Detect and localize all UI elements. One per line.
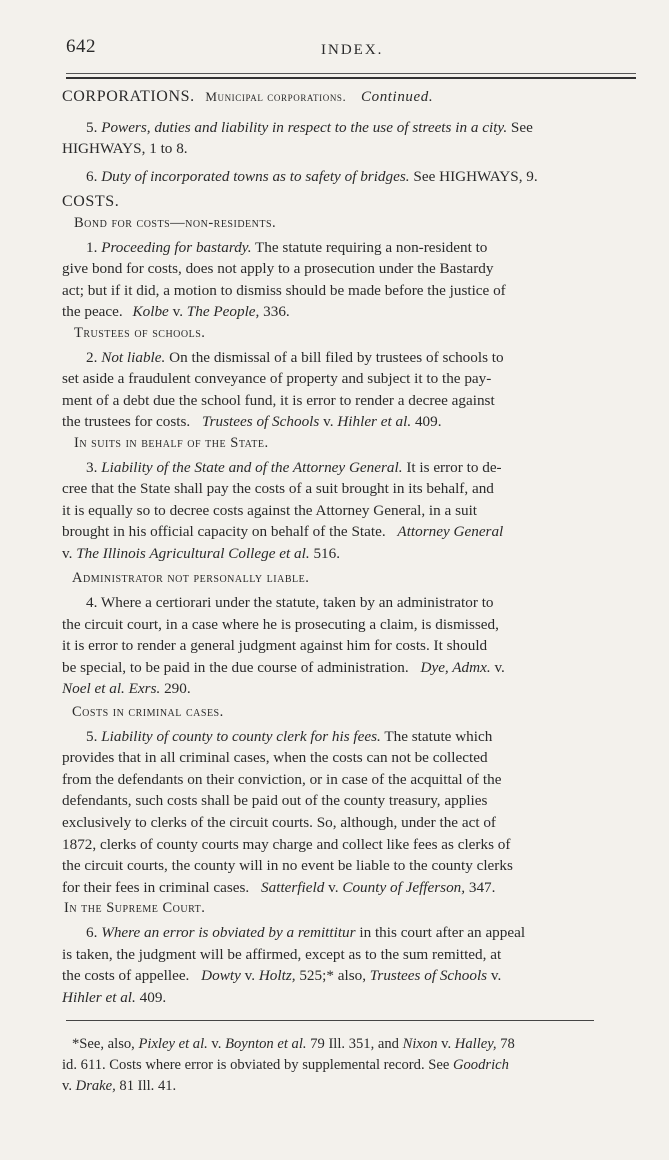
citation-party: Noel et al. Exrs.: [62, 680, 161, 698]
citation-page: 409.: [135, 988, 167, 1006]
citation-party: Nixon: [402, 1036, 438, 1052]
entry-line: give bond for costs, does not apply to a prosecution under the Bastardy: [62, 260, 494, 278]
citation-party: Goodrich: [452, 1057, 509, 1073]
header-rule: [66, 73, 636, 74]
footnote-line: [62, 1034, 622, 1055]
sub-heading: Trustees of schools.: [74, 324, 206, 341]
entry-last-line: [62, 987, 636, 1009]
entry-line: 1872, clerks of county courts may charge and collect like fees as clerks of: [62, 835, 511, 853]
citation-party: Dye, Admx.: [420, 658, 491, 676]
footnote-text: *See, also,: [72, 1036, 139, 1052]
citation-party: Dowty: [201, 967, 241, 985]
entry-text: brought in his official capacity on behalf of the State.: [62, 523, 386, 541]
citation-party: Trustees of Schools: [202, 413, 320, 431]
entry-first-line: [62, 347, 636, 369]
footnote-line: [62, 1055, 622, 1076]
entry-line: is taken, the judgment will be affirmed, except as to the sum remitted, at: [62, 945, 502, 963]
citation-party: The Illinois Agricultural College et al.: [76, 544, 310, 562]
heading-continued: Continued.: [360, 89, 434, 105]
entry-line: set aside a fraudulent conveyance of property and subject it to the pay-: [62, 370, 492, 388]
page-number: 642: [66, 36, 96, 57]
header-rule-thick: [66, 77, 636, 79]
entry-text: See HIGHWAYS, 9.: [409, 167, 538, 185]
entry-line: [62, 521, 636, 543]
citation-party: Attorney General: [397, 523, 504, 541]
entry-number: 4.: [86, 594, 98, 612]
entry-text: The statute requiring a non-resident to: [251, 238, 488, 256]
footnote-text: id. 611. Costs where error is obviated by supplemental record. See: [62, 1057, 453, 1073]
entry-first-line: [62, 237, 636, 259]
citation-page: 347.: [465, 878, 496, 896]
entry-line: it is error to render a general judgment against him for costs. It should: [62, 637, 488, 655]
footnote-rule: [66, 1020, 594, 1021]
index-entry: [62, 166, 636, 188]
entry-first-line: [62, 592, 636, 614]
footnote-line: [62, 1076, 622, 1097]
entry-line: [62, 965, 636, 987]
citation-party: Trustees of Schools: [369, 967, 488, 985]
entry-line: [62, 657, 636, 679]
citation-party: Halley,: [454, 1036, 497, 1052]
citation-v: v.: [437, 1036, 455, 1052]
citation-party: Drake,: [75, 1078, 116, 1094]
entry-text: The statute which: [380, 727, 493, 745]
footnote-text: 81 Ill. 41.: [115, 1078, 177, 1094]
entry-last-line: [62, 877, 636, 899]
citation-page: 516.: [309, 544, 341, 562]
heading-main: CORPORATIONS.: [62, 88, 195, 105]
entry-number: 6.: [86, 167, 98, 185]
entry-number: 6.: [86, 923, 98, 941]
entry-line: the circuit courts, the county will in no event be liable to the county clerks: [62, 857, 513, 875]
citation-party: Boynton et al.: [225, 1036, 307, 1052]
citation-text: also,: [333, 967, 370, 985]
citation-v: v.: [487, 967, 502, 985]
entry-text: It is error to de-: [402, 458, 502, 476]
entry-lead: Powers, duties and liability in respect to the use of streets in a city.: [101, 118, 508, 136]
citation-v: v.: [490, 658, 505, 676]
sub-heading: Administrator not personally liable.: [72, 570, 310, 587]
entry-line: HIGHWAYS, 1 to 8.: [62, 140, 188, 158]
entry-text: the peace.: [62, 303, 123, 321]
entry-line: it is equally so to decree costs against the Attorney General, in a suit: [62, 501, 478, 519]
footnote-text: 79 Ill. 351, and: [306, 1036, 403, 1052]
entry-last-line: [62, 411, 636, 433]
section-heading-corporations: [62, 86, 636, 109]
entry-first-line: [62, 457, 636, 479]
citation-v: v.: [62, 1078, 76, 1094]
citation-party: Holtz,: [258, 967, 296, 985]
running-head: INDEX.: [321, 42, 384, 58]
entry-number: 5.: [86, 727, 98, 745]
entry-last-line: [62, 301, 636, 323]
entry-lead: Proceeding for bastardy.: [101, 238, 252, 256]
entry-line: cree that the State shall pay the costs of a suit brought in its behalf, and: [62, 480, 494, 498]
citation-v: v.: [319, 413, 338, 431]
section-heading-costs: COSTS.: [62, 193, 120, 211]
citation-v: v.: [207, 1036, 226, 1052]
entry-lead: Liability of county to county clerk for his fees.: [101, 727, 381, 745]
entry-text: be special, to be paid in the due course of administration.: [62, 658, 409, 676]
entry-last-line: [62, 678, 636, 700]
page-header: [66, 36, 636, 66]
entry-lead: Where an error is obviated by a remittitur: [101, 923, 356, 941]
entry-text: in this court after an appeal: [355, 923, 526, 941]
entry-lead: Liability of the State and of the Attorney General.: [101, 458, 403, 476]
citation-page: 409.: [411, 413, 442, 431]
citation-v: v.: [62, 544, 77, 562]
citation-party: County of Jefferson,: [342, 878, 466, 896]
footnote: [62, 1034, 622, 1097]
citation-party: Hihler et al.: [337, 413, 412, 431]
entry-line: the circuit court, in a case where he is prosecuting a claim, is dismissed,: [62, 615, 499, 633]
citation-party: Satterfield: [261, 878, 325, 896]
index-body: [62, 86, 636, 1008]
sub-heading: Costs in criminal cases.: [72, 704, 224, 721]
heading-sub: Municipal corporations.: [205, 89, 347, 104]
entry-number: 3.: [86, 458, 98, 476]
citation-page: 336.: [259, 303, 290, 321]
sub-heading: In the Supreme Court.: [64, 900, 206, 917]
citation-v: v.: [240, 967, 259, 985]
entry-last-line: [62, 543, 636, 565]
entry-line: from the defendants on their conviction, or in case of the acquittal of the: [62, 770, 502, 788]
citation-v: v.: [168, 303, 187, 321]
citation-party: Hihler et al.: [62, 988, 136, 1006]
entry-text: for their fees in criminal cases.: [62, 878, 250, 896]
footnote-text: 78: [496, 1036, 515, 1052]
entry-lead: Not liable.: [101, 348, 166, 366]
entry-line: ment of a debt due the school fund, it is error to render a decree against: [62, 391, 495, 409]
entry-text: the costs of appellee.: [62, 967, 190, 985]
entry-first-line: [62, 922, 636, 944]
entry-text: See: [507, 118, 533, 136]
entry-number: 1.: [86, 238, 98, 256]
entry-text: the trustees for costs.: [62, 413, 191, 431]
citation-party: Pixley et al.: [138, 1036, 208, 1052]
sub-heading: In suits in behalf of the State.: [74, 434, 269, 451]
citation-party: The People,: [186, 303, 260, 321]
citation-page: 525;*: [295, 967, 334, 985]
citation-party: Kolbe: [132, 303, 169, 321]
entry-line: provides that in all criminal cases, when the costs can not be collected: [62, 749, 488, 767]
entry-lead: Duty of incorporated towns as to safety of bridges.: [101, 167, 410, 185]
entry-line: act; but if it did, a motion to dismiss should be made before the justice of: [62, 281, 506, 299]
citation-v: v.: [324, 878, 343, 896]
citation-page: 290.: [160, 680, 191, 698]
entry-first-line: [62, 726, 636, 748]
entry-text: Where a certiorari under the statute, taken by an administrator to: [100, 594, 494, 612]
entry-line: defendants, such costs shall be paid out of the county treasury, applies: [62, 792, 488, 810]
entry-text: On the dismissal of a bill filed by trustees of schools to: [165, 348, 504, 366]
entry-line: exclusively to clerks of the circuit courts. So, although, under the act of: [62, 814, 496, 831]
entry-number: 5.: [86, 118, 98, 136]
entry-number: 2.: [86, 348, 98, 366]
sub-heading: Bond for costs—non-residents.: [74, 214, 277, 231]
index-entry: [62, 117, 636, 139]
